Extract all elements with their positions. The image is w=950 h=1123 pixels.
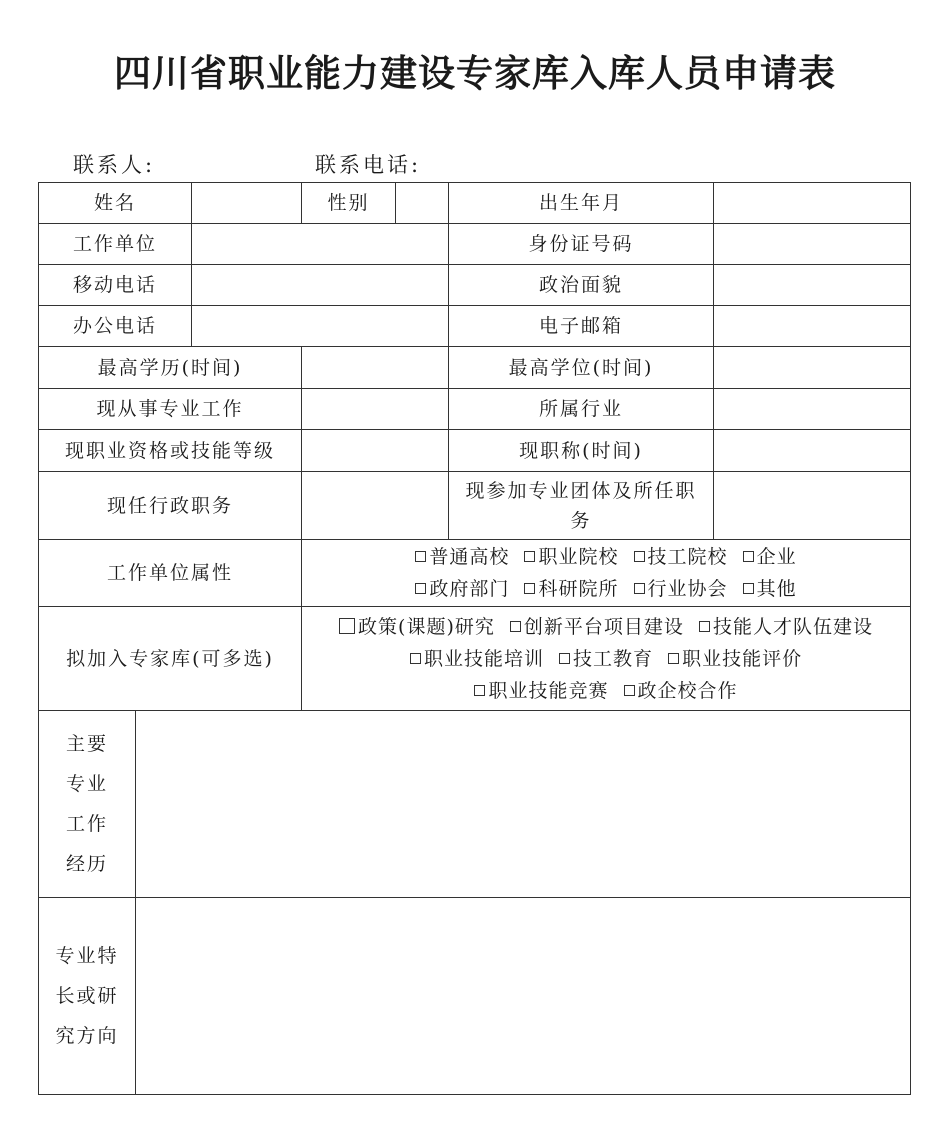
gender-label: 性别: [302, 183, 396, 224]
checkbox-icon[interactable]: [668, 653, 679, 664]
employer-type-label: 工作单位属性: [39, 540, 302, 607]
checkbox-icon[interactable]: [410, 653, 421, 664]
name-value-cell[interactable]: [192, 183, 302, 224]
office-phone-value-cell[interactable]: [192, 306, 449, 347]
option-policy-research[interactable]: 政策(课题)研究: [339, 611, 495, 643]
option-government[interactable]: 政府部门: [415, 573, 509, 605]
checkbox-icon[interactable]: [559, 653, 570, 664]
checkbox-icon[interactable]: [415, 583, 426, 594]
political-status-value-cell[interactable]: [714, 265, 911, 306]
employer-label: 工作单位: [39, 224, 192, 265]
checkbox-icon[interactable]: [339, 618, 355, 634]
work-history-label: [39, 711, 136, 898]
checkbox-icon[interactable]: [524, 583, 535, 594]
option-general-university[interactable]: 普通高校: [415, 541, 509, 573]
org-membership-label-line1: 现参加专业团体及所任职: [465, 479, 697, 502]
email-value-cell[interactable]: [714, 306, 911, 347]
checkbox-icon[interactable]: [743, 583, 754, 594]
specialty-label-line1: 专业特: [55, 945, 119, 967]
checkbox-icon[interactable]: [743, 551, 754, 562]
option-skills-training[interactable]: 职业技能培训: [410, 643, 544, 675]
specialty-label: [39, 898, 136, 1095]
work-history-value-cell[interactable]: [136, 711, 911, 898]
checkbox-icon[interactable]: [524, 551, 535, 562]
option-innovation-platform[interactable]: 创新平台项目建设: [510, 611, 684, 643]
checkbox-icon[interactable]: [634, 551, 645, 562]
option-research-institute[interactable]: 科研院所: [524, 573, 618, 605]
contact-person-label: 联系人:: [73, 153, 156, 177]
name-label: 姓名: [39, 183, 192, 224]
org-membership-label: [449, 472, 714, 540]
specialty-label-line3: 究方向: [55, 1025, 119, 1047]
email-label: 电子邮箱: [449, 306, 714, 347]
option-skills-evaluation[interactable]: 职业技能评价: [668, 643, 802, 675]
option-technical-education[interactable]: 技工教育: [559, 643, 653, 675]
highest-degree-value-cell[interactable]: [714, 347, 911, 389]
employer-type-row-1: [302, 541, 910, 573]
id-number-label: 身份证号码: [449, 224, 714, 265]
checkbox-icon[interactable]: [415, 551, 426, 562]
expert-library-row-2: [302, 643, 910, 675]
admin-post-label: 现任行政职务: [39, 472, 302, 540]
current-work-value-cell[interactable]: [302, 389, 449, 430]
work-history-label-line4: 经历: [65, 853, 108, 875]
title-rank-value-cell[interactable]: [714, 430, 911, 472]
application-form-table: [38, 182, 911, 1095]
option-talent-team[interactable]: 技能人才队伍建设: [699, 611, 873, 643]
specialty-value-cell[interactable]: [136, 898, 911, 1095]
employer-type-row-2: [302, 573, 910, 605]
work-history-label-line1: 主要: [65, 733, 108, 755]
expert-library-row-1: [302, 611, 910, 643]
birth-label: 出生年月: [449, 183, 714, 224]
industry-value-cell[interactable]: [714, 389, 911, 430]
title-rank-label: 现职称(时间): [449, 430, 714, 472]
option-technical-college[interactable]: 技工院校: [634, 541, 728, 573]
option-other[interactable]: 其他: [743, 573, 797, 605]
work-history-label-line2: 专业: [65, 773, 108, 795]
option-gov-enterprise-school[interactable]: 政企校合作: [624, 675, 738, 707]
page-title: 四川省职业能力建设专家库入库人员申请表: [114, 52, 836, 95]
option-vocational-college[interactable]: 职业院校: [524, 541, 618, 573]
employer-type-options: [302, 540, 911, 607]
mobile-value-cell[interactable]: [192, 265, 449, 306]
expert-library-options: [302, 607, 911, 711]
specialty-label-line2: 长或研: [55, 985, 119, 1007]
option-skills-competition[interactable]: 职业技能竞赛: [474, 675, 608, 707]
highest-degree-label: 最高学位(时间): [449, 347, 714, 389]
checkbox-icon[interactable]: [699, 621, 710, 632]
birth-value-cell[interactable]: [714, 183, 911, 224]
mobile-label: 移动电话: [39, 265, 192, 306]
id-number-value-cell[interactable]: [714, 224, 911, 265]
current-work-label: 现从事专业工作: [39, 389, 302, 430]
option-enterprise[interactable]: 企业: [743, 541, 797, 573]
contact-phone-label: 联系电话:: [315, 153, 422, 177]
gender-value-cell[interactable]: [396, 183, 449, 224]
checkbox-icon[interactable]: [624, 685, 635, 696]
employer-value-cell[interactable]: [192, 224, 449, 265]
checkbox-icon[interactable]: [510, 621, 521, 632]
work-history-label-line3: 工作: [65, 813, 108, 835]
political-status-label: 政治面貌: [449, 265, 714, 306]
org-membership-label-line2: 务: [570, 509, 592, 532]
qualification-label: 现职业资格或技能等级: [39, 430, 302, 472]
checkbox-icon[interactable]: [474, 685, 485, 696]
qualification-value-cell[interactable]: [302, 430, 449, 472]
admin-post-value-cell[interactable]: [302, 472, 449, 540]
highest-education-label: 最高学历(时间): [39, 347, 302, 389]
expert-library-row-3: [302, 675, 910, 707]
option-industry-association[interactable]: 行业协会: [634, 573, 728, 605]
highest-education-value-cell[interactable]: [302, 347, 449, 389]
industry-label: 所属行业: [449, 389, 714, 430]
expert-library-label: 拟加入专家库(可多选): [39, 607, 302, 711]
checkbox-icon[interactable]: [634, 583, 645, 594]
org-membership-value-cell[interactable]: [714, 472, 911, 540]
office-phone-label: 办公电话: [39, 306, 192, 347]
